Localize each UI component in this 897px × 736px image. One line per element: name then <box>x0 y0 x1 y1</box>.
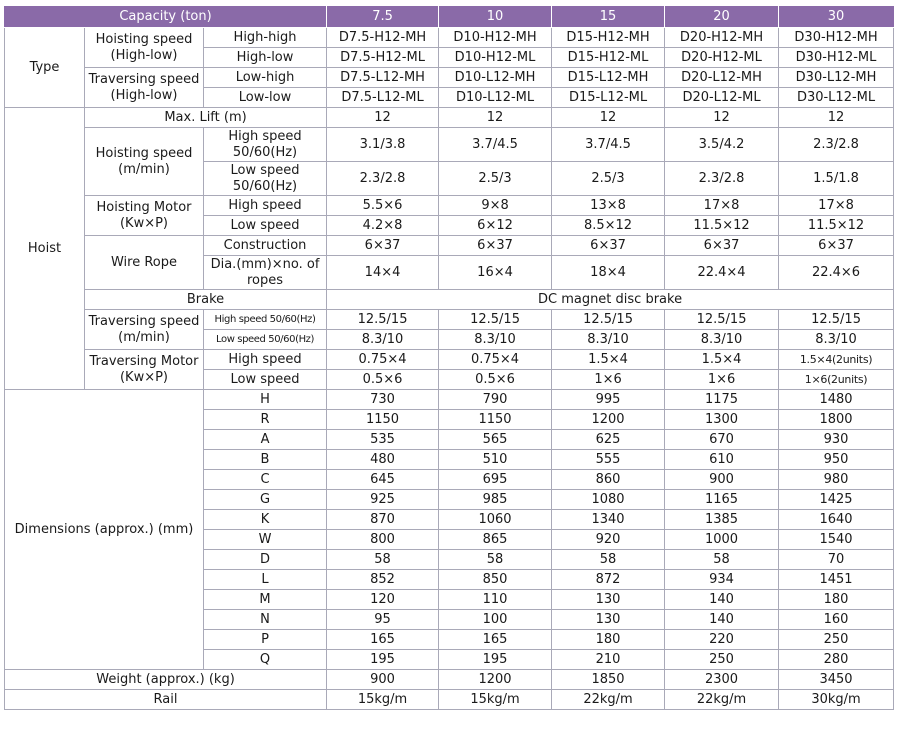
rail-label: Rail <box>5 690 327 710</box>
table-cell: 0.5×6 <box>327 370 439 390</box>
table-cell: 6×37 <box>665 236 779 256</box>
capacity-value: 7.5 <box>327 7 439 28</box>
table-cell: 535 <box>327 430 439 450</box>
table-cell: 930 <box>779 430 894 450</box>
table-cell: D20-L12-ML <box>665 88 779 108</box>
table-row <box>5 128 894 162</box>
dimension-key: L <box>204 570 327 590</box>
table-cell: 180 <box>552 630 665 650</box>
table-cell: 1200 <box>439 670 552 690</box>
table-cell: 14×4 <box>327 256 439 290</box>
table-cell: 17×8 <box>665 196 779 216</box>
table-row <box>5 670 894 690</box>
dimension-key: G <box>204 490 327 510</box>
table-cell: 2300 <box>665 670 779 690</box>
table-cell: 985 <box>439 490 552 510</box>
table-cell: 1150 <box>327 410 439 430</box>
table-cell: 850 <box>439 570 552 590</box>
table-cell: 120 <box>327 590 439 610</box>
table-cell: 18×4 <box>552 256 665 290</box>
traversing-motor-high-label: High speed <box>204 350 327 370</box>
table-cell: 100 <box>439 610 552 630</box>
type-mode-label: Low-low <box>204 88 327 108</box>
table-cell: 13×8 <box>552 196 665 216</box>
table-cell: 1000 <box>665 530 779 550</box>
table-cell: 1080 <box>552 490 665 510</box>
table-row <box>5 690 894 710</box>
table-cell: D30-H12-ML <box>779 48 894 68</box>
table-cell: 1800 <box>779 410 894 430</box>
table-cell: 11.5×12 <box>779 216 894 236</box>
table-cell: 22.4×4 <box>665 256 779 290</box>
dimensions-section <box>5 390 894 670</box>
type-traversing-label: Traversing speed (High-low) <box>85 68 204 108</box>
table-cell: 1×6 <box>665 370 779 390</box>
wire-rope-dia-label: Dia.(mm)×no. of ropes <box>204 256 327 290</box>
table-cell: 12.5/15 <box>439 310 552 330</box>
table-cell: 1×6(2units) <box>779 370 894 390</box>
table-cell: D20-L12-MH <box>665 68 779 88</box>
type-mode-label: High-low <box>204 48 327 68</box>
table-cell: 695 <box>439 470 552 490</box>
hoisting-motor-label: Hoisting Motor (Kw×P) <box>85 196 204 236</box>
wire-rope-construction-label: Construction <box>204 236 327 256</box>
table-cell: 210 <box>552 650 665 670</box>
specification-table <box>4 6 894 710</box>
table-row <box>5 290 894 310</box>
hoisting-motor-high-label: High speed <box>204 196 327 216</box>
table-cell: 1×6 <box>552 370 665 390</box>
table-cell: D7.5-H12-MH <box>327 28 439 48</box>
brake-label: Brake <box>85 290 327 310</box>
traversing-motor-label: Traversing Motor (Kw×P) <box>85 350 204 390</box>
table-cell: 8.3/10 <box>552 330 665 350</box>
table-cell: 900 <box>327 670 439 690</box>
dimension-key: R <box>204 410 327 430</box>
table-cell: 11.5×12 <box>665 216 779 236</box>
table-cell: 8.3/10 <box>779 330 894 350</box>
table-cell: 480 <box>327 450 439 470</box>
table-cell: 852 <box>327 570 439 590</box>
table-cell: 1340 <box>552 510 665 530</box>
table-cell: 610 <box>665 450 779 470</box>
capacity-header: Capacity (ton) <box>5 7 327 28</box>
table-cell: 800 <box>327 530 439 550</box>
table-cell: 645 <box>327 470 439 490</box>
table-cell: 0.5×6 <box>439 370 552 390</box>
table-cell: D10-L12-MH <box>439 68 552 88</box>
table-cell: 140 <box>665 590 779 610</box>
table-cell: 12.5/15 <box>665 310 779 330</box>
table-cell: 555 <box>552 450 665 470</box>
table-cell: 3.7/4.5 <box>552 128 665 162</box>
table-cell: 1200 <box>552 410 665 430</box>
table-cell: 16×4 <box>439 256 552 290</box>
table-cell: 12 <box>327 108 439 128</box>
table-cell: 0.75×4 <box>327 350 439 370</box>
table-cell: D15-L12-ML <box>552 88 665 108</box>
table-cell: 195 <box>327 650 439 670</box>
table-cell: 510 <box>439 450 552 470</box>
table-cell: 58 <box>327 550 439 570</box>
table-cell: 12 <box>665 108 779 128</box>
table-cell: 58 <box>552 550 665 570</box>
table-cell: 15kg/m <box>439 690 552 710</box>
table-cell: 22kg/m <box>552 690 665 710</box>
table-cell: 730 <box>327 390 439 410</box>
table-cell: 1425 <box>779 490 894 510</box>
capacity-value: 15 <box>552 7 665 28</box>
table-cell: 1385 <box>665 510 779 530</box>
table-cell: 565 <box>439 430 552 450</box>
dimension-key: W <box>204 530 327 550</box>
table-cell: 9×8 <box>439 196 552 216</box>
table-cell: 8.3/10 <box>439 330 552 350</box>
table-cell: 2.5/3 <box>552 162 665 196</box>
table-cell: 1.5/1.8 <box>779 162 894 196</box>
table-cell: 58 <box>665 550 779 570</box>
hoisting-speed-low-label: Low speed 50/60(Hz) <box>204 162 327 196</box>
table-cell: 4.2×8 <box>327 216 439 236</box>
hoisting-speed-label: Hoisting speed (m/min) <box>85 128 204 196</box>
table-cell: D10-L12-ML <box>439 88 552 108</box>
table-cell: 6×37 <box>327 236 439 256</box>
table-cell: 12.5/15 <box>552 310 665 330</box>
table-cell: 70 <box>779 550 894 570</box>
table-cell: D30-L12-MH <box>779 68 894 88</box>
table-cell: 1.5×4(2units) <box>779 350 894 370</box>
table-cell: 58 <box>439 550 552 570</box>
type-mode-label: Low-high <box>204 68 327 88</box>
dimension-key: P <box>204 630 327 650</box>
wire-rope-label: Wire Rope <box>85 236 204 290</box>
table-cell: 900 <box>665 470 779 490</box>
dimension-key: M <box>204 590 327 610</box>
hoist-section-label: Hoist <box>5 108 85 390</box>
capacity-value: 30 <box>779 7 894 28</box>
table-cell: D15-L12-MH <box>552 68 665 88</box>
capacity-value: 20 <box>665 7 779 28</box>
table-cell: 12.5/15 <box>779 310 894 330</box>
table-cell: 180 <box>779 590 894 610</box>
table-cell: D7.5-L12-MH <box>327 68 439 88</box>
table-cell: 160 <box>779 610 894 630</box>
table-row <box>5 196 894 216</box>
table-cell: D15-H12-ML <box>552 48 665 68</box>
table-row <box>5 68 894 88</box>
type-hoisting-label: Hoisting speed (High-low) <box>85 28 204 68</box>
table-cell: D7.5-H12-ML <box>327 48 439 68</box>
table-cell: 0.75×4 <box>439 350 552 370</box>
table-cell: 220 <box>665 630 779 650</box>
table-cell: 250 <box>665 650 779 670</box>
table-cell: 670 <box>665 430 779 450</box>
dimension-key: H <box>204 390 327 410</box>
table-cell: 2.3/2.8 <box>327 162 439 196</box>
dimension-key: C <box>204 470 327 490</box>
table-row <box>5 28 894 48</box>
table-cell: 1451 <box>779 570 894 590</box>
dimension-key: B <box>204 450 327 470</box>
table-cell: D30-L12-ML <box>779 88 894 108</box>
hoisting-speed-high-label: High speed 50/60(Hz) <box>204 128 327 162</box>
table-cell: D10-H12-MH <box>439 28 552 48</box>
table-cell: 6×37 <box>552 236 665 256</box>
table-cell: 22.4×6 <box>779 256 894 290</box>
table-cell: 130 <box>552 590 665 610</box>
table-cell: 12.5/15 <box>327 310 439 330</box>
table-cell: 950 <box>779 450 894 470</box>
table-cell: 8.3/10 <box>665 330 779 350</box>
table-row <box>5 108 894 128</box>
type-section-label: Type <box>5 28 85 108</box>
header-row <box>5 7 894 28</box>
table-cell: 8.3/10 <box>327 330 439 350</box>
table-cell: D30-H12-MH <box>779 28 894 48</box>
table-cell: 110 <box>439 590 552 610</box>
table-cell: D15-H12-MH <box>552 28 665 48</box>
table-cell: 920 <box>552 530 665 550</box>
dimension-key: Q <box>204 650 327 670</box>
table-cell: 865 <box>439 530 552 550</box>
capacity-value: 10 <box>439 7 552 28</box>
table-cell: 95 <box>327 610 439 630</box>
table-cell: 6×37 <box>779 236 894 256</box>
table-cell: 12 <box>552 108 665 128</box>
table-cell: 1.5×4 <box>665 350 779 370</box>
table-cell: 934 <box>665 570 779 590</box>
max-lift-label: Max. Lift (m) <box>85 108 327 128</box>
table-cell: 2.5/3 <box>439 162 552 196</box>
table-cell: 3.5/4.2 <box>665 128 779 162</box>
table-cell: 280 <box>779 650 894 670</box>
table-cell: D7.5-L12-ML <box>327 88 439 108</box>
table-cell: D20-H12-MH <box>665 28 779 48</box>
table-cell: 12 <box>439 108 552 128</box>
brake-value: DC magnet disc brake <box>327 290 894 310</box>
table-cell: 1165 <box>665 490 779 510</box>
table-cell: 860 <box>552 470 665 490</box>
table-cell: D10-H12-ML <box>439 48 552 68</box>
traversing-speed-label: Traversing speed (m/min) <box>85 310 204 350</box>
table-cell: 15kg/m <box>327 690 439 710</box>
table-cell: 870 <box>327 510 439 530</box>
table-cell: 872 <box>552 570 665 590</box>
table-cell: 130 <box>552 610 665 630</box>
table-cell: 17×8 <box>779 196 894 216</box>
table-cell: 6×37 <box>439 236 552 256</box>
table-cell: 625 <box>552 430 665 450</box>
table-cell: 2.3/2.8 <box>779 128 894 162</box>
table-cell: 1640 <box>779 510 894 530</box>
table-cell: 8.5×12 <box>552 216 665 236</box>
table-cell: 995 <box>552 390 665 410</box>
table-cell: 1175 <box>665 390 779 410</box>
dimension-key: D <box>204 550 327 570</box>
dimension-key: N <box>204 610 327 630</box>
table-cell: 30kg/m <box>779 690 894 710</box>
table-cell: 6×12 <box>439 216 552 236</box>
traversing-speed-low-label: Low speed 50/60(Hz) <box>204 330 327 350</box>
table-cell: 22kg/m <box>665 690 779 710</box>
table-cell: 980 <box>779 470 894 490</box>
type-mode-label: High-high <box>204 28 327 48</box>
table-cell: 1300 <box>665 410 779 430</box>
traversing-speed-high-label: High speed 50/60(Hz) <box>204 310 327 330</box>
table-cell: 1060 <box>439 510 552 530</box>
table-cell: 3450 <box>779 670 894 690</box>
table-cell: 165 <box>327 630 439 650</box>
table-cell: 1480 <box>779 390 894 410</box>
table-cell: 1540 <box>779 530 894 550</box>
table-cell: 3.1/3.8 <box>327 128 439 162</box>
table-row <box>5 390 894 410</box>
table-row <box>5 350 894 370</box>
table-cell: 165 <box>439 630 552 650</box>
table-row <box>5 310 894 330</box>
table-cell: 1850 <box>552 670 665 690</box>
table-cell: 1150 <box>439 410 552 430</box>
table-cell: 790 <box>439 390 552 410</box>
table-cell: 250 <box>779 630 894 650</box>
hoisting-motor-low-label: Low speed <box>204 216 327 236</box>
table-cell: 3.7/4.5 <box>439 128 552 162</box>
table-cell: 5.5×6 <box>327 196 439 216</box>
dimensions-label: Dimensions (approx.) (mm) <box>5 390 204 670</box>
table-cell: 1.5×4 <box>552 350 665 370</box>
table-cell: 12 <box>779 108 894 128</box>
dimension-key: A <box>204 430 327 450</box>
table-cell: 195 <box>439 650 552 670</box>
weight-label: Weight (approx.) (kg) <box>5 670 327 690</box>
table-cell: 140 <box>665 610 779 630</box>
table-row <box>5 236 894 256</box>
traversing-motor-low-label: Low speed <box>204 370 327 390</box>
table-cell: 2.3/2.8 <box>665 162 779 196</box>
table-cell: D20-H12-ML <box>665 48 779 68</box>
dimension-key: K <box>204 510 327 530</box>
table-cell: 925 <box>327 490 439 510</box>
